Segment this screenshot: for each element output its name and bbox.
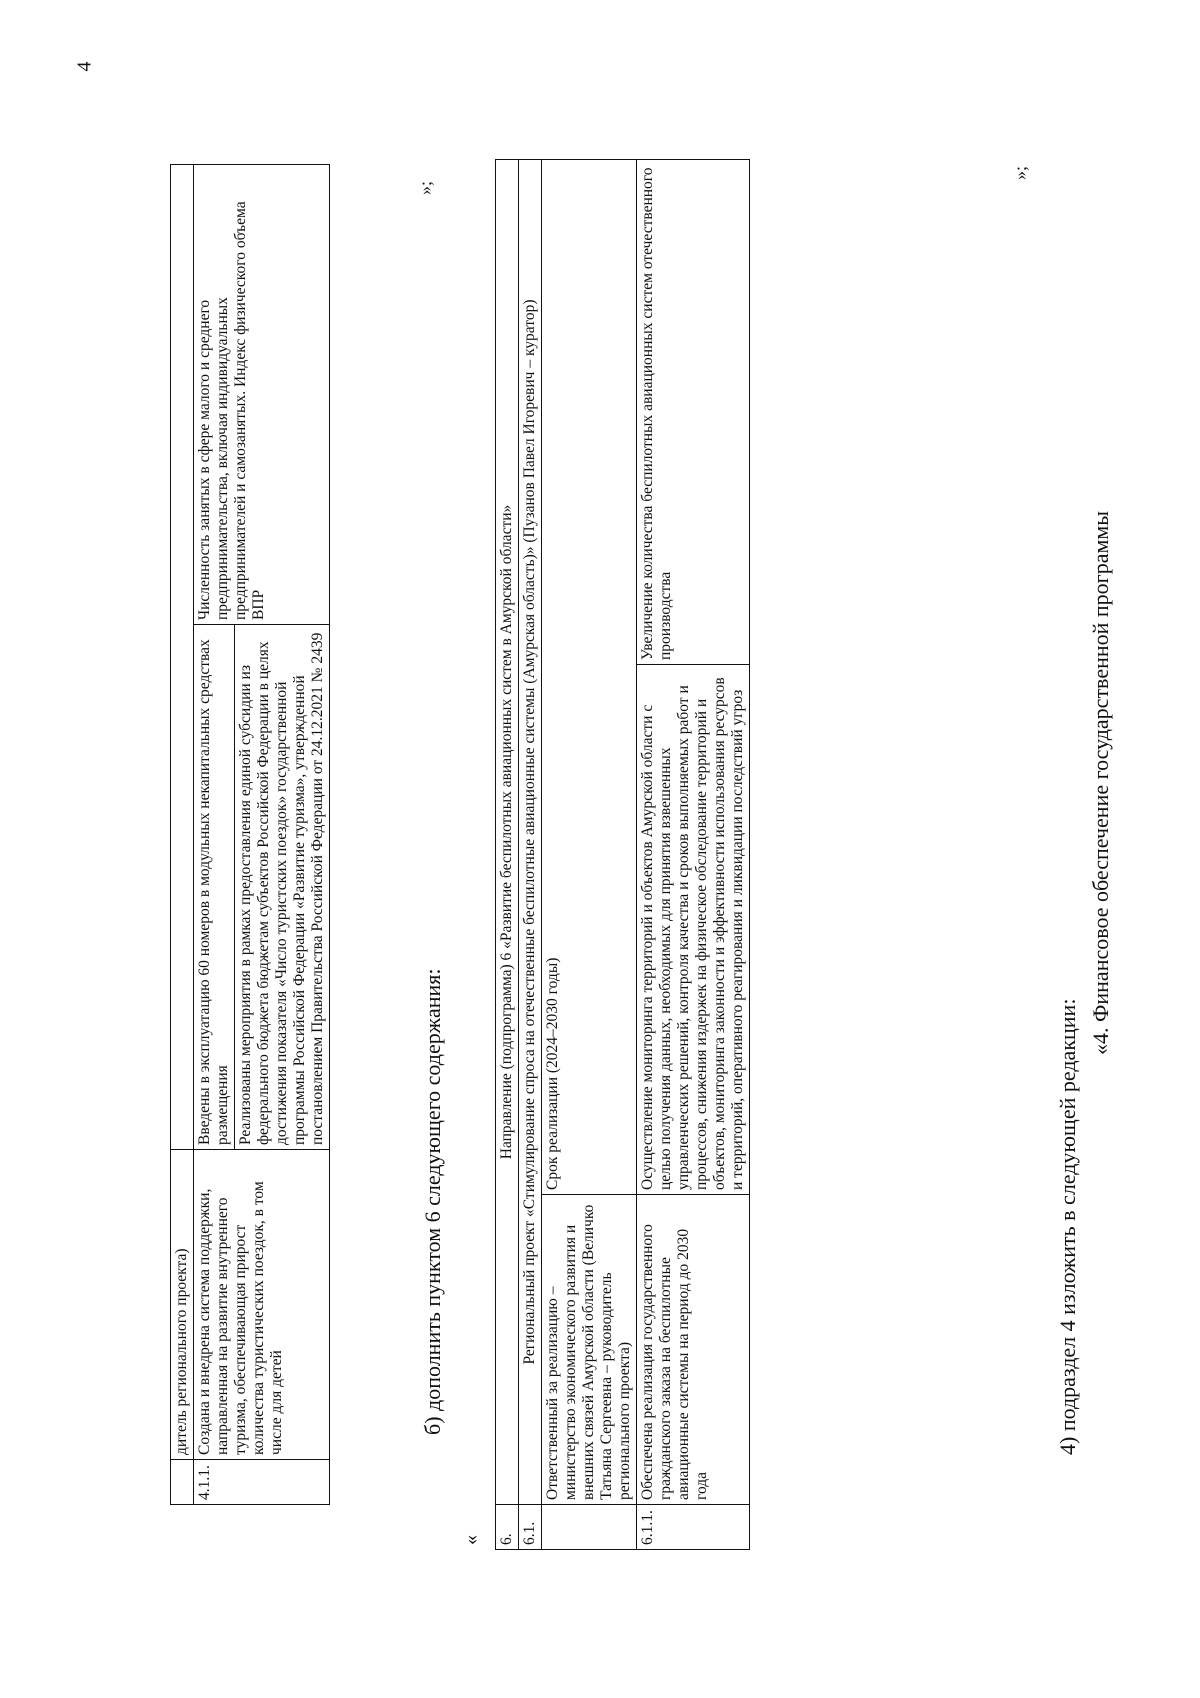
indicator-cell: Численность занятых в сфере малого и среднего предпринимательства, включая индивидуальных предпринимателей и самозанятых. Индекс физического объема ВПР (194, 165, 330, 625)
task-cell: Создана и внедрена система поддержки, направленная на развитие внутреннего туризма, обеспечивающая прирост количества туристических поездок, в том числе для детей (194, 1150, 330, 1460)
responsible-cell: Ответственный за реализацию – министерство экономического развития и внешних связей Амурской области (Величко Татьяна Сергеевна – руководитель регионального проекта) (542, 1195, 637, 1505)
row-number: 6. (496, 1505, 519, 1550)
result-a: Введены в эксплуатацию 60 номеров в модульных некапитальных средствах размещения (196, 639, 231, 1145)
table-2 (495, 50, 750, 1550)
term-cell: Срок реализации (2024–2030 годы) (542, 159, 637, 1194)
page-number: 4 (73, 61, 96, 72)
amendment-line-b: б) дополнить пунктом 6 следующего содержания: (420, 968, 445, 1435)
rotated-page-content (0, 80, 1200, 1640)
amendment-line-4: 4) подраздел 4 изложить в следующей редакции: (1055, 998, 1080, 1455)
row-number: 6.1. (519, 1505, 542, 1550)
close-quote-2: »; (1010, 165, 1030, 180)
table-row (542, 159, 637, 1549)
open-quote: « (460, 1535, 482, 1545)
result-cell (194, 625, 330, 1150)
close-quote-1: »; (415, 180, 435, 195)
table-header-cell: дитель регионального проекта) (171, 1150, 194, 1460)
result-cell: Осуществление мониторинга территорий и объектов Амурской области с целью получения данных, необходимых для принятия взвешенных управленческих решений, контроля качества и сроков выполняемых работ и процессов, снижения издержек на физическое обследование территорий и объектов, мониторинга законности и эффективности использования ресурсов и территорий, оперативного реагирования и ликвидации последствий угроз (637, 665, 750, 1195)
row-number: 6.1.1. (637, 1505, 750, 1550)
result-b: Реализованы мероприятия в рамках предоставления единой субсидии из федерального бюджета бюджетам субъектов Российской Федерации в целях достижения показателя «Число туристских поездок» государственной программы Российской Федерации «Развитие туризма», утвержденной постановлением Правительства Российской Федерации от 24.12.2021 № 2439 (234, 625, 327, 1149)
section-title: «4. Финансовое обеспечение государственной программы (1088, 510, 1113, 1055)
table-1 (170, 165, 330, 1505)
project-title: Региональный проект «Стимулирование спроса на отечественные беспилотные авиационные системы (Амурская область)» (Пузанов Павел Игоревич – куратор) (519, 159, 542, 1504)
indicator-cell: Увеличение количества беспилотных авиационных систем отечественного производства (637, 159, 750, 664)
row-number: 4.1.1. (194, 1460, 330, 1505)
table-row (637, 159, 750, 1549)
table-row (519, 159, 542, 1549)
table-row (496, 159, 519, 1549)
table-row (194, 165, 330, 1505)
table-row (171, 165, 194, 1505)
direction-title: Направление (подпрограмма) 6 «Развитие беспилотных авиационных систем в Амурской области» (496, 159, 519, 1504)
task-cell: Обеспечена реализация государственного гражданского заказа на беспилотные авиационные системы на период до 2030 года (637, 1195, 750, 1505)
